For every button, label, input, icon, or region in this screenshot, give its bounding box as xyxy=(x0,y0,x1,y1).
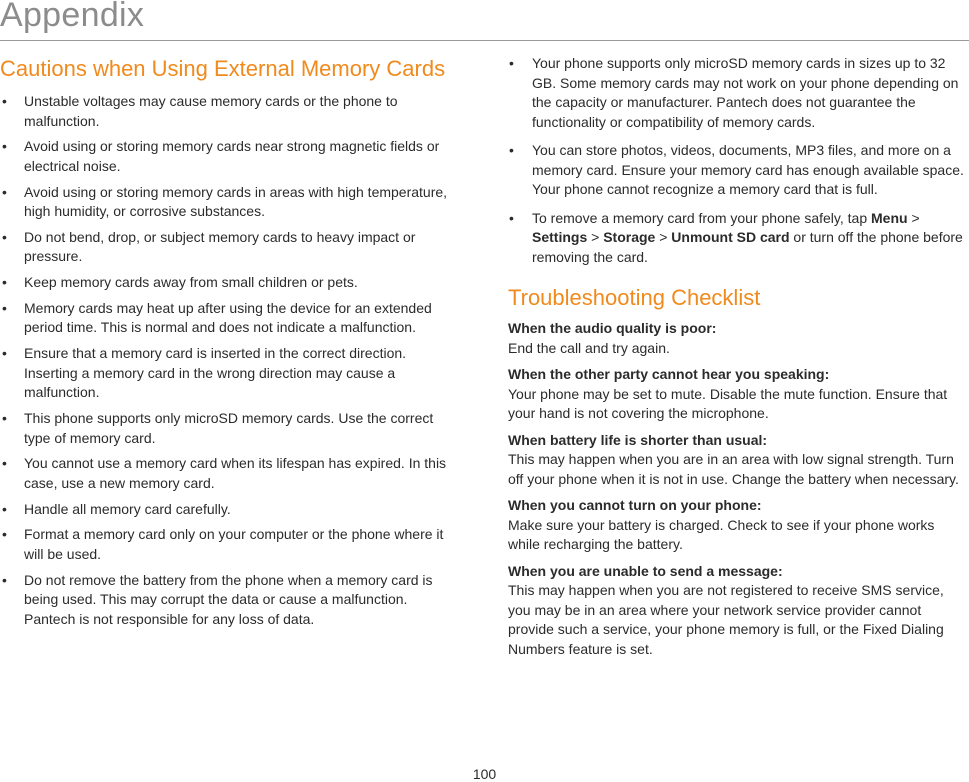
menu-path-settings: Settings xyxy=(532,229,588,245)
list-item-text: This phone supports only microSD memory cards. Use the correct type of memory card. xyxy=(24,410,434,446)
qa-item xyxy=(508,365,966,424)
list-item-text: Avoid using or storing memory cards near strong magnetic fields or electrical noise. xyxy=(24,138,440,174)
list-item-text: Do not bend, drop, or subject memory cards to heavy impact or pressure. xyxy=(24,228,416,265)
list-item xyxy=(0,454,462,493)
remove-card-suffix: or turn off the phone before removing the card. xyxy=(532,229,963,265)
bullet-icon: • xyxy=(2,455,7,472)
qa-answer: End the call and try again. xyxy=(508,339,670,356)
left-column xyxy=(0,54,462,636)
bullet-icon: • xyxy=(509,142,514,158)
list-item xyxy=(0,299,462,338)
qa-question: When you cannot turn on your phone: xyxy=(508,497,762,513)
list-item xyxy=(508,141,966,200)
qa-answer: Your phone may be set to mute. Disable the mute function. Ensure that your hand is not covering the microphone. xyxy=(508,385,948,421)
qa-item xyxy=(508,431,966,490)
list-item-text: Avoid using or storing memory cards in areas with high temperature, high humidity, or corrosive substances. xyxy=(24,183,448,220)
list-item xyxy=(508,54,966,132)
list-item-text: Memory cards may heat up after using the device for an extended period time. This is normal and does not indicate a malfunction. xyxy=(24,299,432,336)
list-item xyxy=(0,571,462,630)
list-item-text: Handle all memory card carefully. xyxy=(24,500,231,517)
page-number: 100 xyxy=(472,766,497,782)
bullet-icon: • xyxy=(2,345,7,362)
page-title: Appendix xyxy=(0,0,145,34)
menu-path-unmount: Unmount SD card xyxy=(671,229,790,245)
bullet-icon: • xyxy=(2,571,7,588)
qa-question: When battery life is shorter than usual: xyxy=(508,431,768,448)
qa-answer: This may happen when you are not registered to receive SMS service, you may be in an area where your network service provider cannot provide such a service, your phone memory is full, or the Fixed Dialing Numbers feature is set. xyxy=(508,582,944,657)
menu-path-separator: > xyxy=(587,229,604,245)
bullet-icon: • xyxy=(2,500,7,517)
list-item-text: Ensure that a memory card is inserted in the correct direction. Inserting a memory card in the wrong direction may cause a malfunction. xyxy=(24,345,407,401)
cautions-heading: Cautions when Using External Memory Cards xyxy=(0,56,446,81)
list-item-text: You can store photos, videos, documents, MP3 files, and more on a memory card. Ensure your memory card has enough available space. Your phone cannot recognize a memory card that is full. xyxy=(532,142,964,197)
troubleshooting-heading: Troubleshooting Checklist xyxy=(508,285,761,310)
list-item-text: Format a memory card only on your computer or the phone where it will be used. xyxy=(24,526,444,562)
remove-card-text xyxy=(532,210,963,265)
list-item xyxy=(0,92,462,131)
qa-item xyxy=(508,562,966,660)
list-item xyxy=(0,500,462,520)
remove-card-prefix: To remove a memory card from your phone safely, tap xyxy=(532,209,871,226)
troubleshooting-list xyxy=(508,319,966,659)
qa-answer: This may happen when you are in an area with low signal strength. Turn off your phone when it is not in use. Change the battery when necessary. xyxy=(508,451,959,487)
qa-item xyxy=(508,496,966,555)
menu-path-storage: Storage xyxy=(603,229,656,245)
bullet-icon: • xyxy=(509,55,514,71)
bullet-icon: • xyxy=(2,93,7,109)
right-column xyxy=(508,54,966,666)
list-item xyxy=(0,183,462,222)
menu-path-separator: > xyxy=(907,209,920,226)
qa-question: When you are unable to send a message: xyxy=(508,562,783,579)
list-item xyxy=(0,228,462,267)
bullet-icon: • xyxy=(2,228,7,245)
qa-answer: Make sure your battery is charged. Check to see if your phone works while recharging the battery. xyxy=(508,516,935,552)
list-item-text: Unstable voltages may cause memory cards or the phone to malfunction. xyxy=(24,93,398,129)
qa-item xyxy=(508,319,966,358)
bullet-icon: • xyxy=(2,138,7,155)
bullet-icon: • xyxy=(2,183,7,200)
bullet-icon: • xyxy=(2,299,7,316)
list-item-text: Keep memory cards away from small children or pets. xyxy=(24,274,358,291)
list-item xyxy=(508,209,966,268)
menu-path-separator: > xyxy=(655,229,672,245)
list-item-text: Do not remove the battery from the phone when a memory card is being used. This may corrupt the data or cause a malfunction. Pantech is not responsible for any loss of data. xyxy=(24,571,433,627)
list-item xyxy=(0,525,462,564)
bullet-icon: • xyxy=(2,274,7,291)
cautions-list-continued xyxy=(508,54,966,267)
list-item-text: Your phone supports only microSD memory cards in sizes up to 32 GB. Some memory cards may not work on your phone depending on the capacity or manufacturer. Pantech does not guarantee the functionality or compatibility of memory cards. xyxy=(532,55,959,130)
list-item xyxy=(0,137,462,176)
list-item xyxy=(0,344,462,403)
list-item-text: You cannot use a memory card when its lifespan has expired. In this case, use a new memory card. xyxy=(24,455,447,491)
menu-path-menu: Menu xyxy=(871,209,908,226)
qa-question: When the audio quality is poor: xyxy=(508,320,717,336)
title-divider xyxy=(0,40,969,41)
list-item xyxy=(0,409,462,448)
bullet-icon: • xyxy=(2,410,7,427)
bullet-icon: • xyxy=(2,526,7,543)
qa-question: When the other party cannot hear you speaking: xyxy=(508,366,830,382)
list-item xyxy=(0,273,462,293)
cautions-list xyxy=(0,92,462,629)
bullet-icon: • xyxy=(509,209,514,226)
